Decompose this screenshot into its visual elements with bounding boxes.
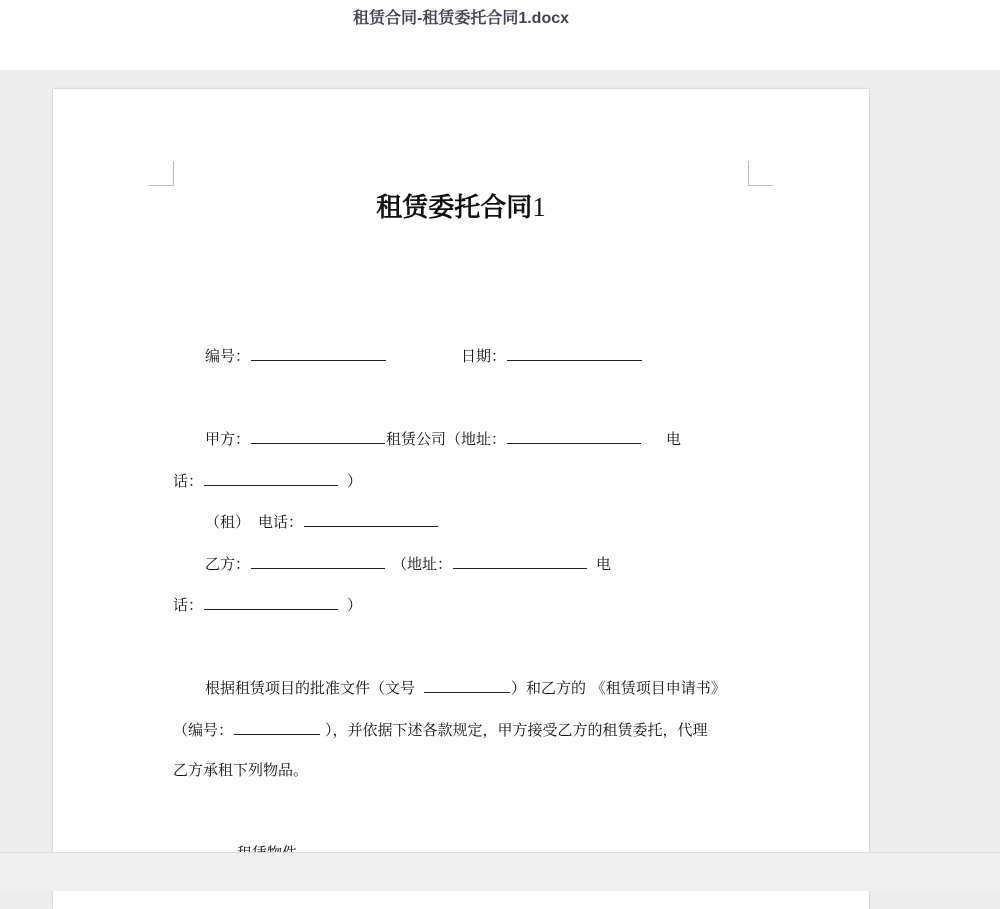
status-bar (0, 852, 1000, 891)
paragraph-line-1 (205, 675, 726, 700)
party-a-label: 甲方： (205, 430, 251, 448)
party-b-phone-label: 话： (173, 596, 204, 614)
rent-label: （租） (205, 513, 251, 531)
party-b-line (205, 551, 611, 576)
document-page (53, 89, 869, 909)
number-line (205, 343, 387, 368)
date-label: 日期： (461, 347, 507, 365)
party-a-blank (251, 426, 385, 444)
application-number-blank (234, 717, 320, 735)
party-b-address-label: （地址： (392, 555, 453, 573)
party-a-phone-prefix: 电 (666, 430, 682, 448)
party-b-phone-blank (204, 592, 338, 610)
party-a-phone-blank (204, 468, 338, 486)
heading-number: 1 (532, 192, 546, 222)
party-b-close-paren: ） (347, 596, 363, 614)
document-viewer[interactable] (0, 70, 1000, 852)
date-line (461, 343, 643, 368)
rent-phone-blank (304, 509, 438, 527)
party-a-company: 租赁公司（地址： (386, 430, 507, 448)
party-b-phone-prefix: 电 (596, 555, 612, 573)
document-title: 租赁合同-租赁委托合同1.docx (353, 10, 570, 27)
document-heading (53, 187, 869, 228)
heading-text: 租赁委托合同 (376, 193, 533, 223)
rent-phone-line (205, 509, 439, 534)
party-a-address-blank (507, 426, 641, 444)
number-label: 编号： (205, 347, 251, 365)
margin-corner-top-left (149, 161, 174, 186)
number-blank (251, 343, 386, 361)
party-a-close-paren: ） (347, 472, 363, 490)
party-b-address-blank (453, 551, 587, 569)
para3-text: 乙方承租下列物品。 (173, 761, 309, 779)
para2-text-b: ），并依据下述各款规定，甲方接受乙方的租赁委托，代理 (325, 721, 708, 739)
party-a-phone-line (173, 468, 362, 493)
para1-text-b: ）和乙方的 《租赁项目申请书》 (511, 679, 726, 697)
party-a-phone-label: 话： (173, 472, 204, 490)
paragraph-line-3 (173, 758, 308, 782)
para1-text-a: 根据租赁项目的批准文件（文号 (205, 679, 416, 697)
party-b-label: 乙方： (205, 555, 251, 573)
party-b-phone-line (173, 592, 362, 617)
title-bar (0, 0, 1000, 70)
document-number-blank (424, 675, 510, 693)
rent-phone-label: 电话： (258, 513, 304, 531)
party-a-line (205, 426, 681, 451)
date-blank (507, 343, 642, 361)
party-b-blank (251, 551, 385, 569)
paragraph-line-2 (173, 717, 708, 742)
margin-corner-top-right (748, 161, 773, 186)
para2-text-a: （编号： (173, 721, 234, 739)
